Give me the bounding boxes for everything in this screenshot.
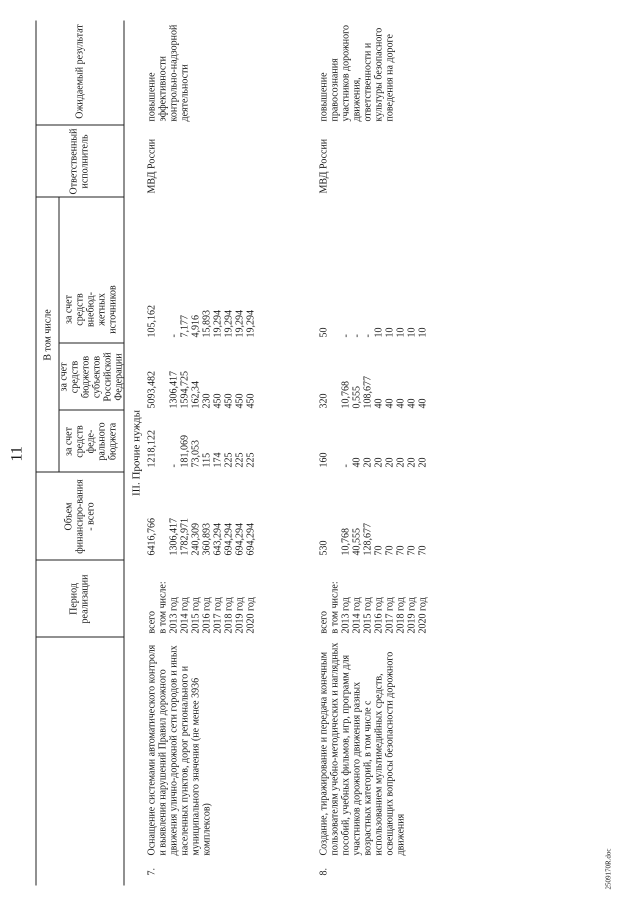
row-total: 6416,766 1306,417 1782,971 240,309 360,893 643,294 694,294 694,294 694,294 (146, 517, 256, 555)
header-extra: за счет средств внебюд-жетных источников (63, 284, 118, 334)
row-number: 8. (318, 867, 329, 875)
row-number: 7. (146, 867, 157, 875)
header-regional: за счет средств бюджетов субъектов Российской Федерации (57, 351, 124, 402)
row-description: Оснащение системами автоматического контроля и выявления нарушений Правил дорожного движения улично-дорожной сети городов и иных населенных пунктов, дорог регионального и муниципального значения (не менее 3936 комплексов) (146, 644, 212, 855)
header-period: Период реализации (68, 574, 90, 623)
row-result: повышение эффективности контрольно-надзорной деятельности (146, 24, 190, 121)
column-divider (35, 124, 123, 125)
row-total: 530 10,768 40,555 128,677 70 70 70 70 70 (318, 522, 428, 555)
row-description: Создание, тиражирование и передача конечным пользователям учебно-методических и наглядных пособий, учебных фильмов, игр, программ для участников дорожного движения разных возрастных категорий, в том числе с использованием мультимедийных средств, освещающих вопросы безопасности дорожного движения (318, 642, 406, 855)
row-periods: всего в том числе: 2013 год 2014 год 2015 год 2016 год 2017 год 2018 год 2019 год 2020 год (318, 580, 428, 633)
row-federal: 1218,122 - 181,069 73,053 115 174 225 225 225 (146, 429, 256, 467)
header-volume: Объем финансиро-вания - всего (62, 478, 96, 554)
page-number: 11 (8, 445, 25, 461)
column-divider (58, 409, 123, 410)
row-regional: 5093,482 1306,417 1594,725 162,34 230 450 450 450 450 (146, 370, 256, 408)
row-responsible: МВД России (318, 138, 329, 193)
row-federal: 160 - 40 20 20 20 20 20 20 (318, 452, 428, 467)
section-title: III. Прочие нужды (130, 409, 142, 496)
column-divider (58, 342, 123, 343)
document-id: 2509170R.doc (604, 847, 612, 889)
header-federal: за счет средств феде-рального бюджета (63, 421, 118, 461)
header-responsible: Ответственный исполнитель (68, 128, 90, 194)
row-periods: всего в том числе: 2013 год 2014 год 2015 год 2016 год 2017 год 2018 год 2019 год 2020 год (146, 580, 256, 633)
header-result: Ожидаемый результат (73, 23, 85, 119)
header-in-total: В том числе (41, 308, 53, 361)
row-regional: 320 10,768 0,555 108,677 40 40 40 40 40 (318, 375, 428, 408)
row-responsible: МВД России (146, 138, 157, 193)
row-extra: 105,162 - 7,177 4,916 15,893 19,294 19,294 19,294 19,294 (146, 304, 256, 337)
row-extra: 50 - - - 10 10 10 10 10 (318, 327, 428, 337)
row-result: повышение правосознания участников дорожного движения, ответственности и культуры безопасного поведения на дороге (318, 24, 395, 121)
